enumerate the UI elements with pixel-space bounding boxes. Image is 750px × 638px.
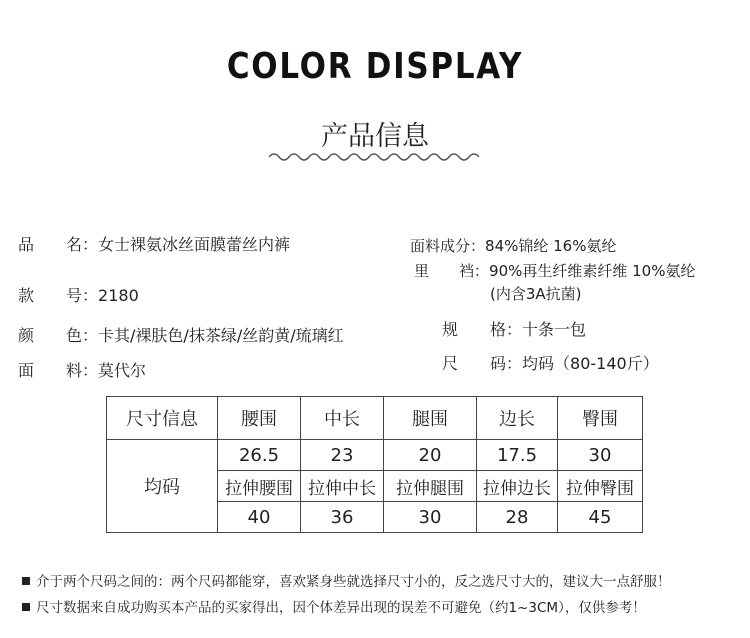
info-value: 女士裸氨冰丝面膜蕾丝内裤 [98,235,291,254]
table-cell: 23 [301,440,384,471]
info-gusset-extra: (内含3A抗菌) [490,285,582,303]
info-label: 里 裆 [414,262,475,280]
table-header-cell: 臀围 [558,397,643,440]
info-label: 尺 码 [442,354,507,373]
info-value: 卡其/裸肤色/抹茶绿/丝韵黄/琉璃红 [98,326,344,345]
table-header-cell: 中长 [301,397,384,440]
table-header-cell: 腰围 [218,397,301,440]
table-header-cell: 腿围 [384,397,477,440]
info-separator: ： [82,361,99,380]
bullet-square-icon [22,577,30,585]
info-item-fabric [18,358,146,381]
table-cell: 45 [558,502,643,533]
table-header-row [107,397,643,440]
info-label: 品 名 [18,235,83,254]
table-cell: 30 [558,440,643,471]
info-label: 规 格 [442,320,507,339]
info-value: 均码（80-140斤） [522,354,659,373]
note-item [22,570,671,590]
info-item-name [18,232,290,255]
note-text: 介于两个尺码之间的：两个尺码都能穿，喜欢紧身些就选择尺寸小的，反之选尺寸大的，建议大一点舒服！ [36,574,671,590]
info-label: 颜 色 [18,326,83,345]
info-value: 莫代尔 [98,361,147,380]
table-cell: 拉伸腿围 [384,471,477,502]
table-cell: 36 [301,502,384,533]
info-separator: ： [506,354,523,373]
info-value: 2180 [98,286,139,305]
page-heading: COLOR DISPLAY [226,46,524,87]
table-cell: 拉伸腰围 [218,471,301,502]
table-header-cell: 边长 [477,397,558,440]
info-separator: ： [82,326,99,345]
info-item-style-no [18,283,139,306]
table-cell: 30 [384,502,477,533]
table-cell: 20 [384,440,477,471]
info-separator: ： [82,286,99,305]
info-item-color [18,323,344,346]
table-header-cell: 尺寸信息 [107,397,218,440]
section-title: 产品信息 [321,121,429,152]
info-item-spec [442,317,586,340]
table-cell: 拉伸臀围 [558,471,643,502]
info-label: 款 号 [18,286,83,305]
info-value: 84%锦纶 16%氨纶 [485,237,617,255]
table-cell: 拉伸中长 [301,471,384,502]
info-value: 十条一包 [522,320,587,339]
info-item-gusset [414,260,695,281]
info-label: 面 料 [18,361,83,380]
bullet-square-icon [22,603,30,611]
table-cell: 26.5 [218,440,301,471]
info-separator: ： [82,235,99,254]
table-cell: 17.5 [477,440,558,471]
table-row [107,440,643,471]
info-label: 面料成分 [410,237,471,255]
info-separator: ： [470,237,486,255]
info-separator: ： [506,320,523,339]
wave-divider [269,150,479,164]
size-table [106,396,643,533]
table-cell: 40 [218,502,301,533]
table-cell: 拉伸边长 [477,471,558,502]
info-item-composition [410,235,616,256]
table-cell: 28 [477,502,558,533]
info-value: 90%再生纤维素纤维 10%氨纶 [489,262,696,280]
note-item [22,596,646,616]
info-item-size [442,351,659,374]
info-separator: ： [474,262,490,280]
table-row-label: 均码 [107,440,218,533]
note-text: 尺寸数据来自成功购买本产品的买家得出，因个体差异出现的误差不可避免（约1~3CM），仅供参考！ [36,600,646,616]
